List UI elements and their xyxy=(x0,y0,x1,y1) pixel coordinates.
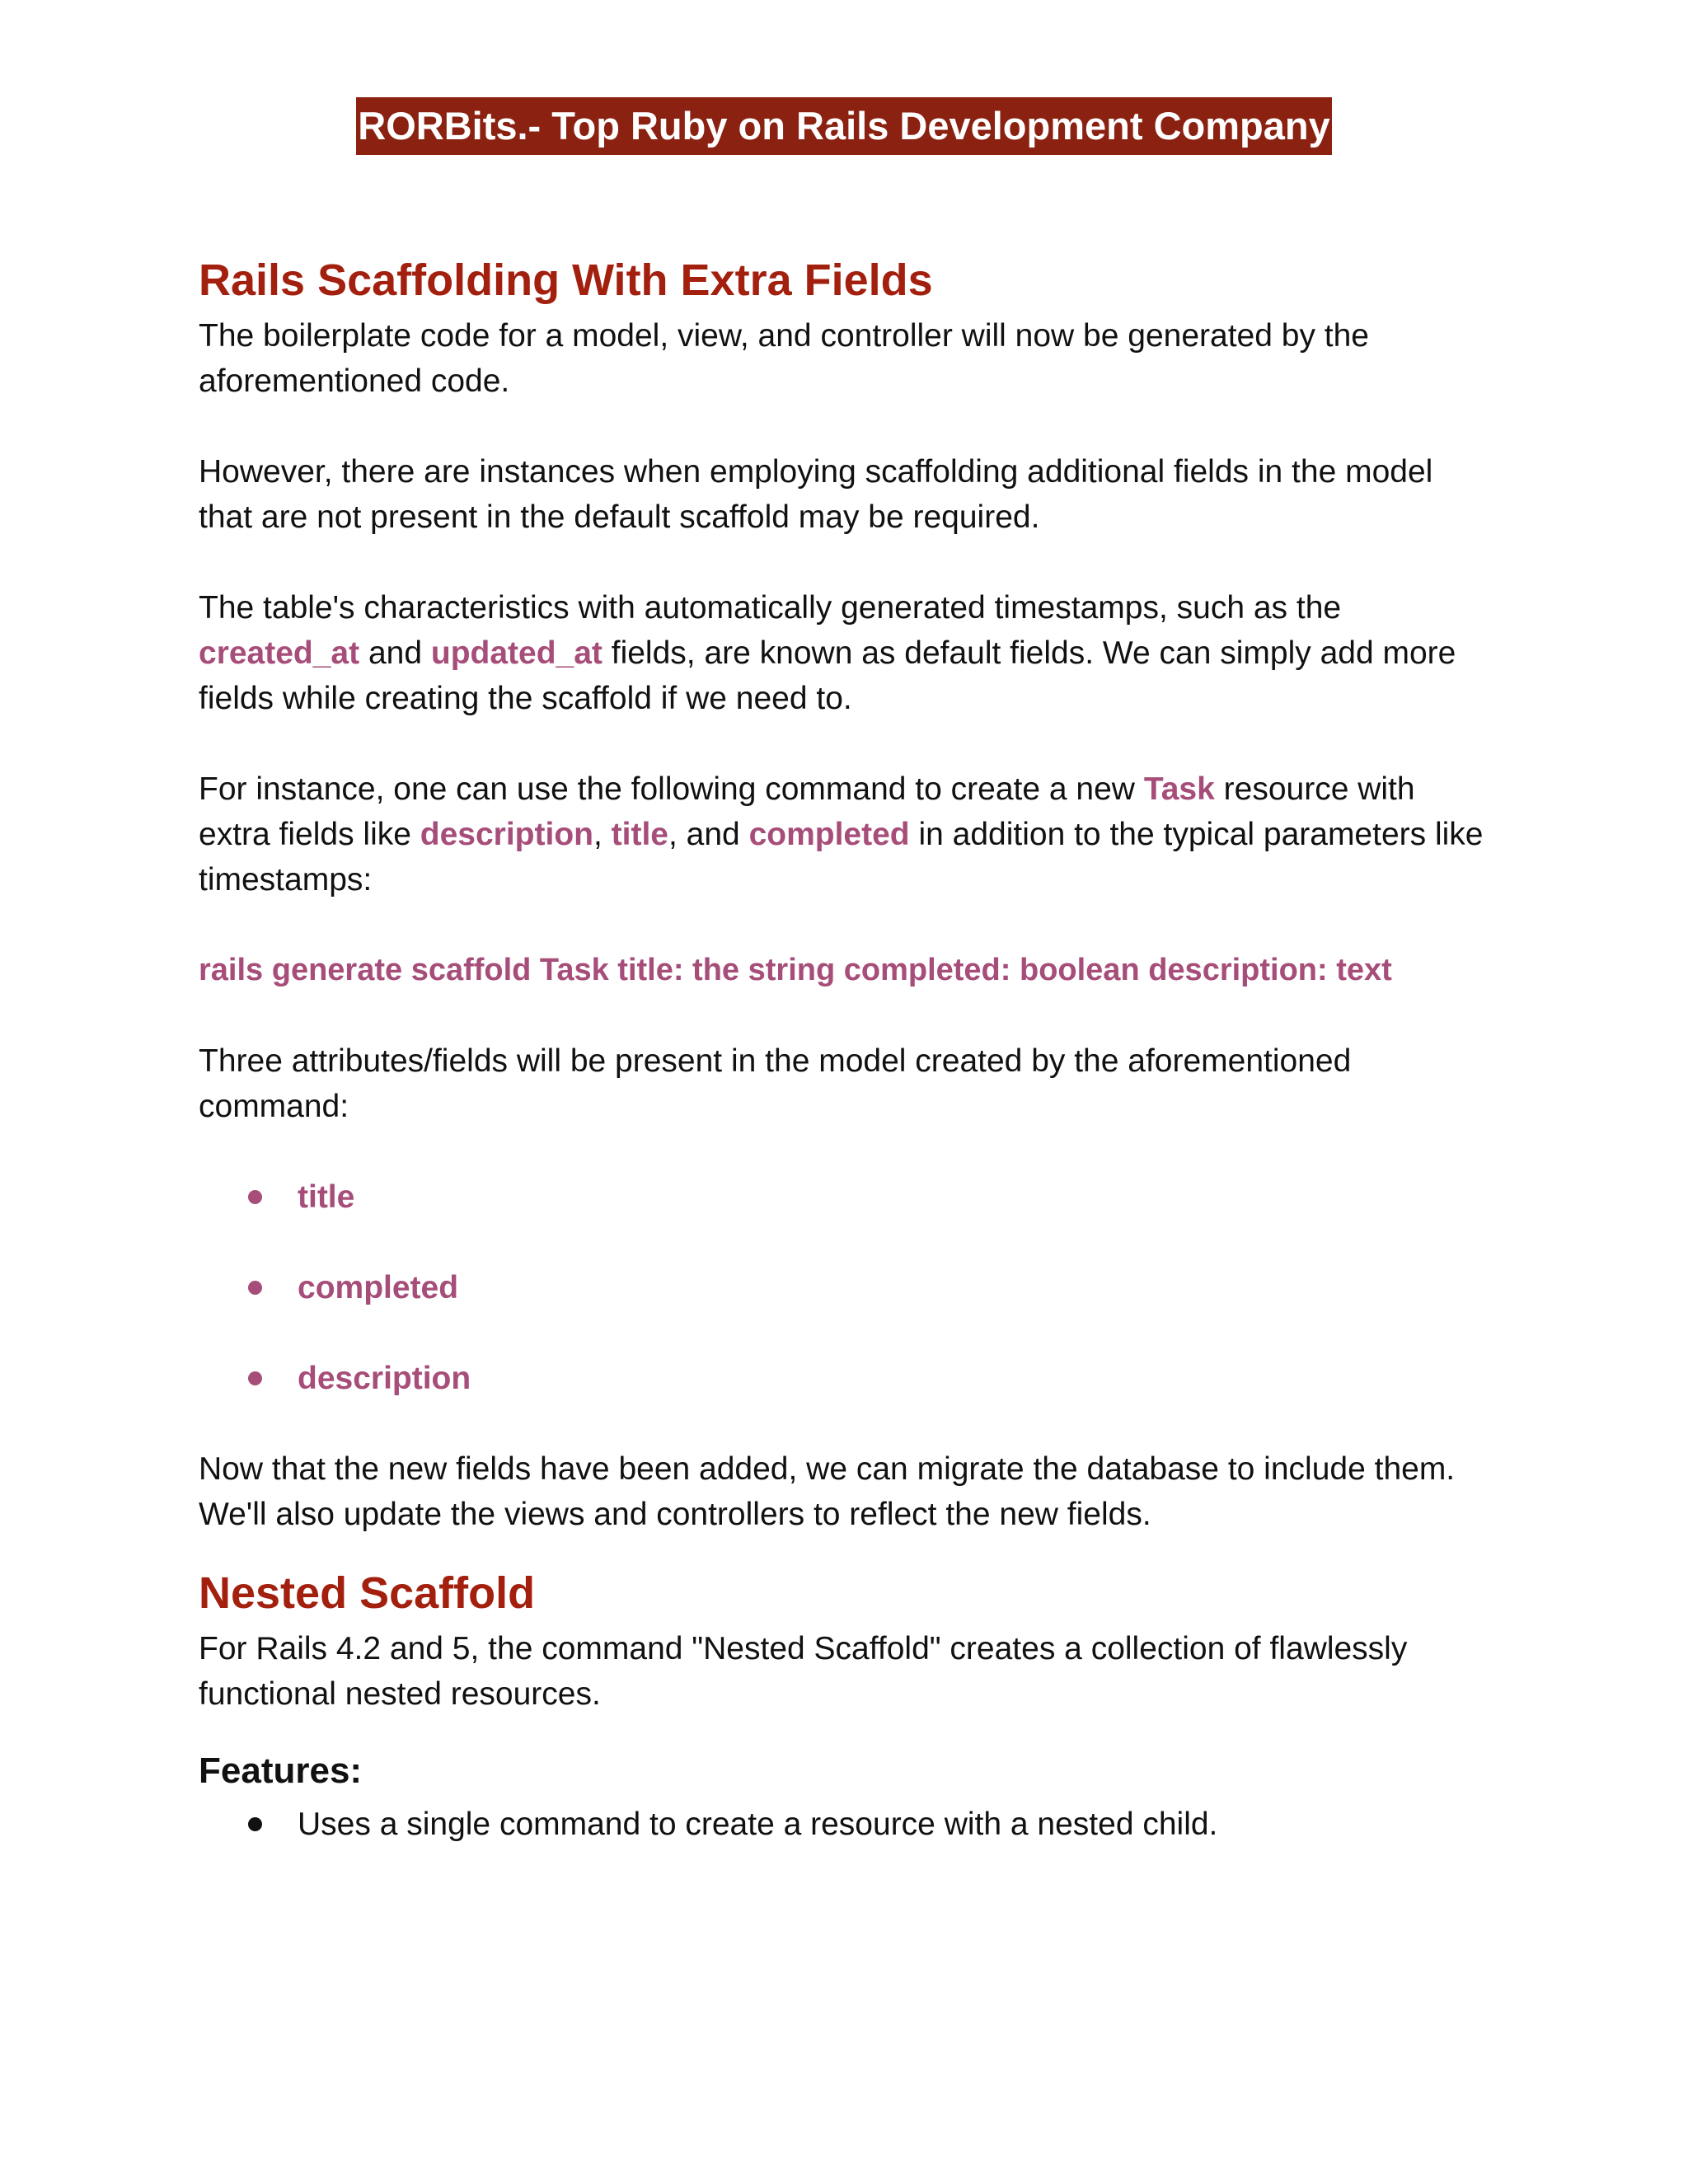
highlight-created-at: created_at xyxy=(199,635,360,671)
bullet-icon xyxy=(248,1817,262,1831)
spacer xyxy=(199,540,1484,585)
bullet-icon xyxy=(248,1371,262,1385)
section-heading-nested-scaffold: Nested Scaffold xyxy=(199,1568,536,1618)
text-run: , xyxy=(593,817,612,852)
paragraph-three-attributes: Three attributes/fields will be present in the model created by the aforementioned command: xyxy=(199,1043,1352,1124)
features-heading: Features: xyxy=(199,1750,363,1791)
text-run: fields, are known as default fields. We can simply add more fields while creating the scaffold if we need to. xyxy=(199,635,1456,716)
list-item-field xyxy=(199,1174,1484,1220)
feature-text: Uses a single command to create a resource with a nested child. xyxy=(298,1807,1218,1842)
document-body xyxy=(199,247,1484,1847)
paragraph-migrate: Now that the new fields have been added, we can migrate the database to include them. We'll also update the views and controllers to reflect the new fields. xyxy=(199,1451,1456,1532)
bullet-icon xyxy=(248,1281,262,1295)
paragraph-nested-scaffold: For Rails 4.2 and 5, the command "Nested Scaffold" creates a collection of flawlessly functional nested resources. xyxy=(199,1631,1408,1712)
spacer xyxy=(199,993,1484,1038)
spacer xyxy=(199,721,1484,766)
text-run: For instance, one can use the following command to create a new xyxy=(199,771,1144,807)
highlight-title: title xyxy=(611,817,668,852)
highlight-description: description xyxy=(420,817,593,852)
section-heading-extra-fields: Rails Scaffolding With Extra Fields xyxy=(199,255,933,305)
paragraph-task-example xyxy=(199,766,1484,902)
highlight-task: Task xyxy=(1143,771,1215,807)
spacer xyxy=(199,902,1484,948)
field-name: completed xyxy=(298,1270,459,1305)
text-run: resource with extra fields like xyxy=(199,771,1415,852)
highlight-completed: completed xyxy=(748,817,910,852)
text-run: in addition to the typical parameters like timestamps: xyxy=(199,817,1484,898)
command-line: rails generate scaffold Task title: the string completed: boolean description: text xyxy=(199,953,1392,987)
spacer xyxy=(199,1717,1484,1740)
paragraph-additional-fields: However, there are instances when employing scaffolding additional fields in the model that are not present in the default scaffold may be required. xyxy=(199,454,1433,535)
features-list xyxy=(199,1802,1484,1847)
field-list xyxy=(199,1174,1484,1401)
text-run: and xyxy=(359,635,431,671)
paragraph-boilerplate: The boilerplate code for a model, view, and controller will now be generated by the aforementioned code. xyxy=(199,318,1369,399)
list-item-feature xyxy=(199,1802,1484,1847)
highlight-updated-at: updated_at xyxy=(430,635,603,671)
spacer xyxy=(199,1537,1484,1560)
field-name: title xyxy=(298,1179,355,1215)
list-item-field xyxy=(199,1356,1484,1401)
text-run: , and xyxy=(668,817,749,852)
banner-container xyxy=(0,97,1688,155)
paragraph-default-fields xyxy=(199,585,1484,721)
field-name: description xyxy=(298,1361,471,1396)
bullet-icon xyxy=(248,1190,262,1204)
list-item-field xyxy=(199,1265,1484,1310)
spacer xyxy=(199,404,1484,449)
text-run: The table's characteristics with automatically generated timestamps, such as the xyxy=(199,590,1342,626)
banner-title: RORBits.- Top Ruby on Rails Development Company xyxy=(356,97,1331,155)
spacer xyxy=(199,1129,1484,1174)
